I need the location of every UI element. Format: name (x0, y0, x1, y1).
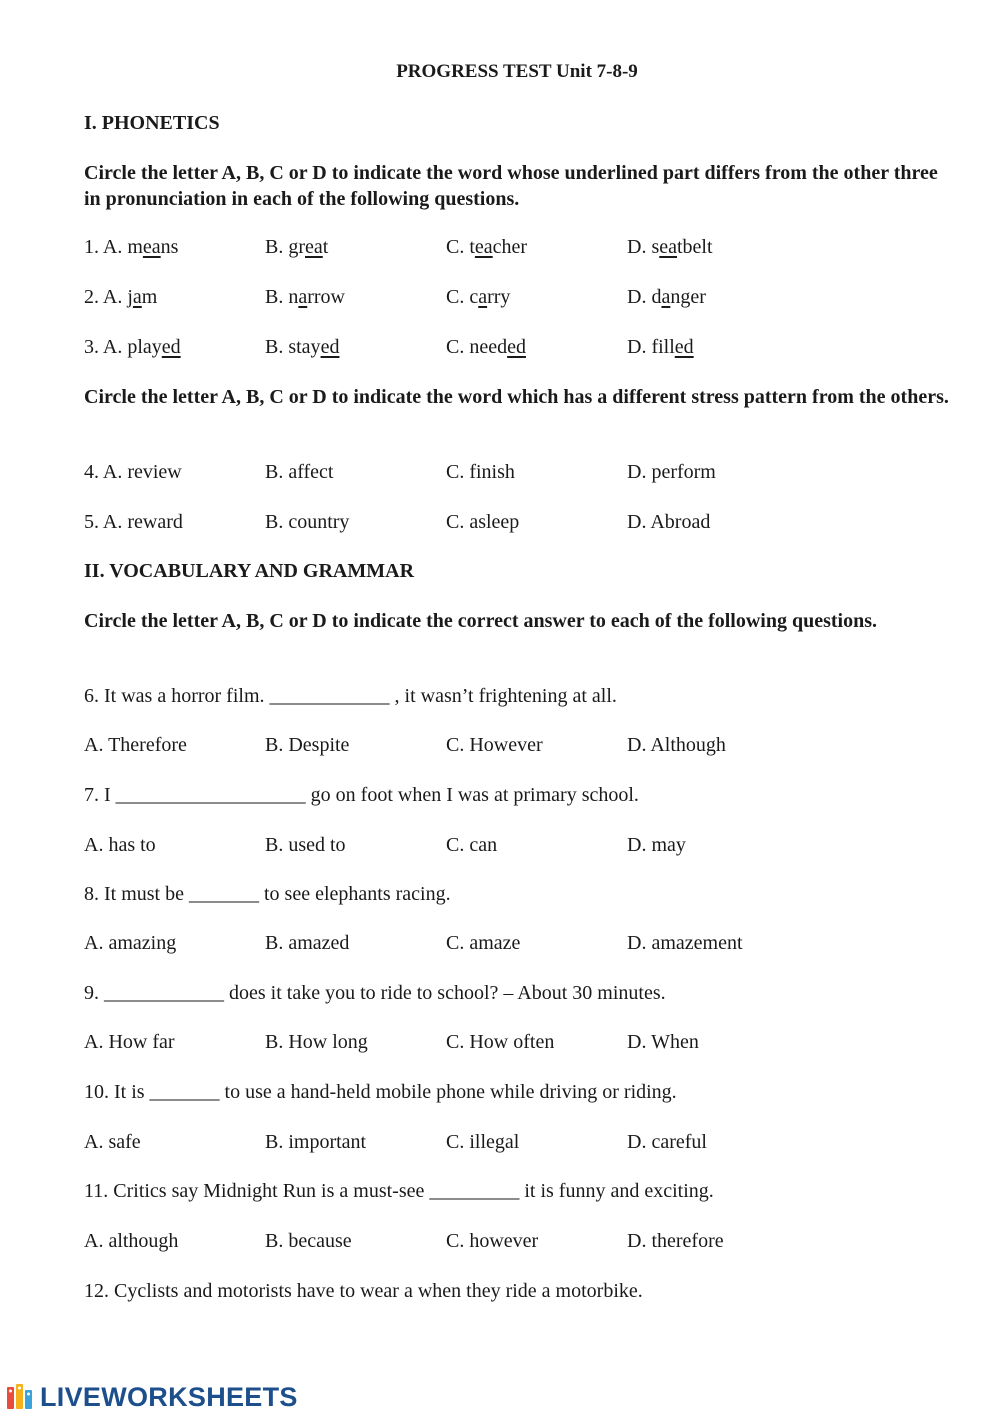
q5-option-a[interactable]: 5. A. reward (84, 511, 183, 533)
q10-option-c[interactable]: C. illegal (446, 1131, 520, 1153)
liveworksheets-logo[interactable] (6, 1380, 298, 1414)
q8-option-c[interactable]: C. amaze (446, 932, 521, 954)
q4-option-a[interactable]: 4. A. review (84, 461, 182, 483)
q1-option-b[interactable]: B. great (265, 236, 329, 258)
q2-option-d[interactable]: D. danger (627, 286, 706, 308)
question-11-text: 11. Critics say Midnight Run is a must-see _________ it is funny and exciting. (84, 1180, 714, 1202)
q6-option-b[interactable]: B. Despite (265, 734, 350, 756)
q5-option-d[interactable]: D. Abroad (627, 511, 711, 533)
q9-option-c[interactable]: C. How often (446, 1031, 555, 1053)
q1-option-c[interactable]: C. teacher (446, 236, 528, 258)
q4-option-c[interactable]: C. finish (446, 461, 515, 483)
question-7-text: 7. I ___________________ go on foot when I was at primary school. (84, 784, 639, 806)
instruction-correct-answer: Circle the letter A, B, C or D to indicate the correct answer to each of the following questions. (84, 610, 878, 632)
q7-option-b[interactable]: B. used to (265, 834, 346, 856)
q6-option-c[interactable]: C. However (446, 734, 543, 756)
question-8-text: 8. It must be _______ to see elephants racing. (84, 883, 451, 905)
instruction-pronunciation: Circle the letter A, B, C or D to indicate the word whose underlined part differs from the other three in pronunciation in each of the following questions. (84, 162, 938, 210)
q11-option-d[interactable]: D. therefore (627, 1230, 724, 1252)
q5-option-c[interactable]: C. asleep (446, 511, 520, 533)
q10-option-b[interactable]: B. important (265, 1131, 367, 1153)
question-12-text: 12. Cyclists and motorists have to wear a when they ride a motorbike. (84, 1280, 643, 1302)
q8-option-b[interactable]: B. amazed (265, 932, 350, 954)
liveworksheets-logo-text: LIVEWORKSHEETS (40, 1381, 298, 1412)
q11-option-a[interactable]: A. although (84, 1230, 179, 1252)
q9-option-a[interactable]: A. How far (84, 1031, 175, 1053)
question-10-text: 10. It is _______ to use a hand-held mobile phone while driving or riding. (84, 1081, 677, 1103)
section-heading-vocabulary: II. VOCABULARY AND GRAMMAR (84, 560, 415, 582)
section-heading-phonetics: I. PHONETICS (84, 112, 220, 134)
question-9-text: 9. ____________ does it take you to ride to school? – About 30 minutes. (84, 982, 666, 1004)
q1-option-d[interactable]: D. seatbelt (627, 236, 713, 258)
q5-option-b[interactable]: B. country (265, 511, 350, 533)
q4-option-b[interactable]: B. affect (265, 461, 334, 483)
q3-option-a[interactable]: 3. A. played (84, 336, 181, 358)
instruction-stress: Circle the letter A, B, C or D to indicate the word which has a different stress pattern from the others. (84, 386, 949, 408)
q8-option-a[interactable]: A. amazing (84, 932, 177, 954)
q11-option-b[interactable]: B. because (265, 1230, 352, 1252)
q10-option-a[interactable]: A. safe (84, 1131, 141, 1153)
q9-option-d[interactable]: D. When (627, 1031, 699, 1053)
q10-option-d[interactable]: D. careful (627, 1131, 707, 1153)
q11-option-c[interactable]: C. however (446, 1230, 539, 1252)
q8-option-d[interactable]: D. amazement (627, 932, 743, 954)
q3-option-b[interactable]: B. stayed (265, 336, 340, 358)
q6-option-a[interactable]: A. Therefore (84, 734, 187, 756)
q7-option-d[interactable]: D. may (627, 834, 686, 856)
q3-option-d[interactable]: D. filled (627, 336, 694, 358)
q2-option-b[interactable]: B. narrow (265, 286, 345, 308)
q2-option-a[interactable]: 2. A. jam (84, 286, 158, 308)
q7-option-c[interactable]: C. can (446, 834, 498, 856)
liveworksheets-logo-icon (6, 1382, 36, 1412)
q6-option-d[interactable]: D. Although (627, 734, 726, 756)
page-title: PROGRESS TEST Unit 7-8-9 (396, 61, 638, 82)
q7-option-a[interactable]: A. has to (84, 834, 156, 856)
q4-option-d[interactable]: D. perform (627, 461, 716, 483)
q9-option-b[interactable]: B. How long (265, 1031, 368, 1053)
q2-option-c[interactable]: C. carry (446, 286, 511, 308)
q1-option-a[interactable]: 1. A. means (84, 236, 179, 258)
q3-option-c[interactable]: C. needed (446, 336, 526, 358)
question-6-text: 6. It was a horror film. ____________ , it wasn’t frightening at all. (84, 685, 617, 707)
